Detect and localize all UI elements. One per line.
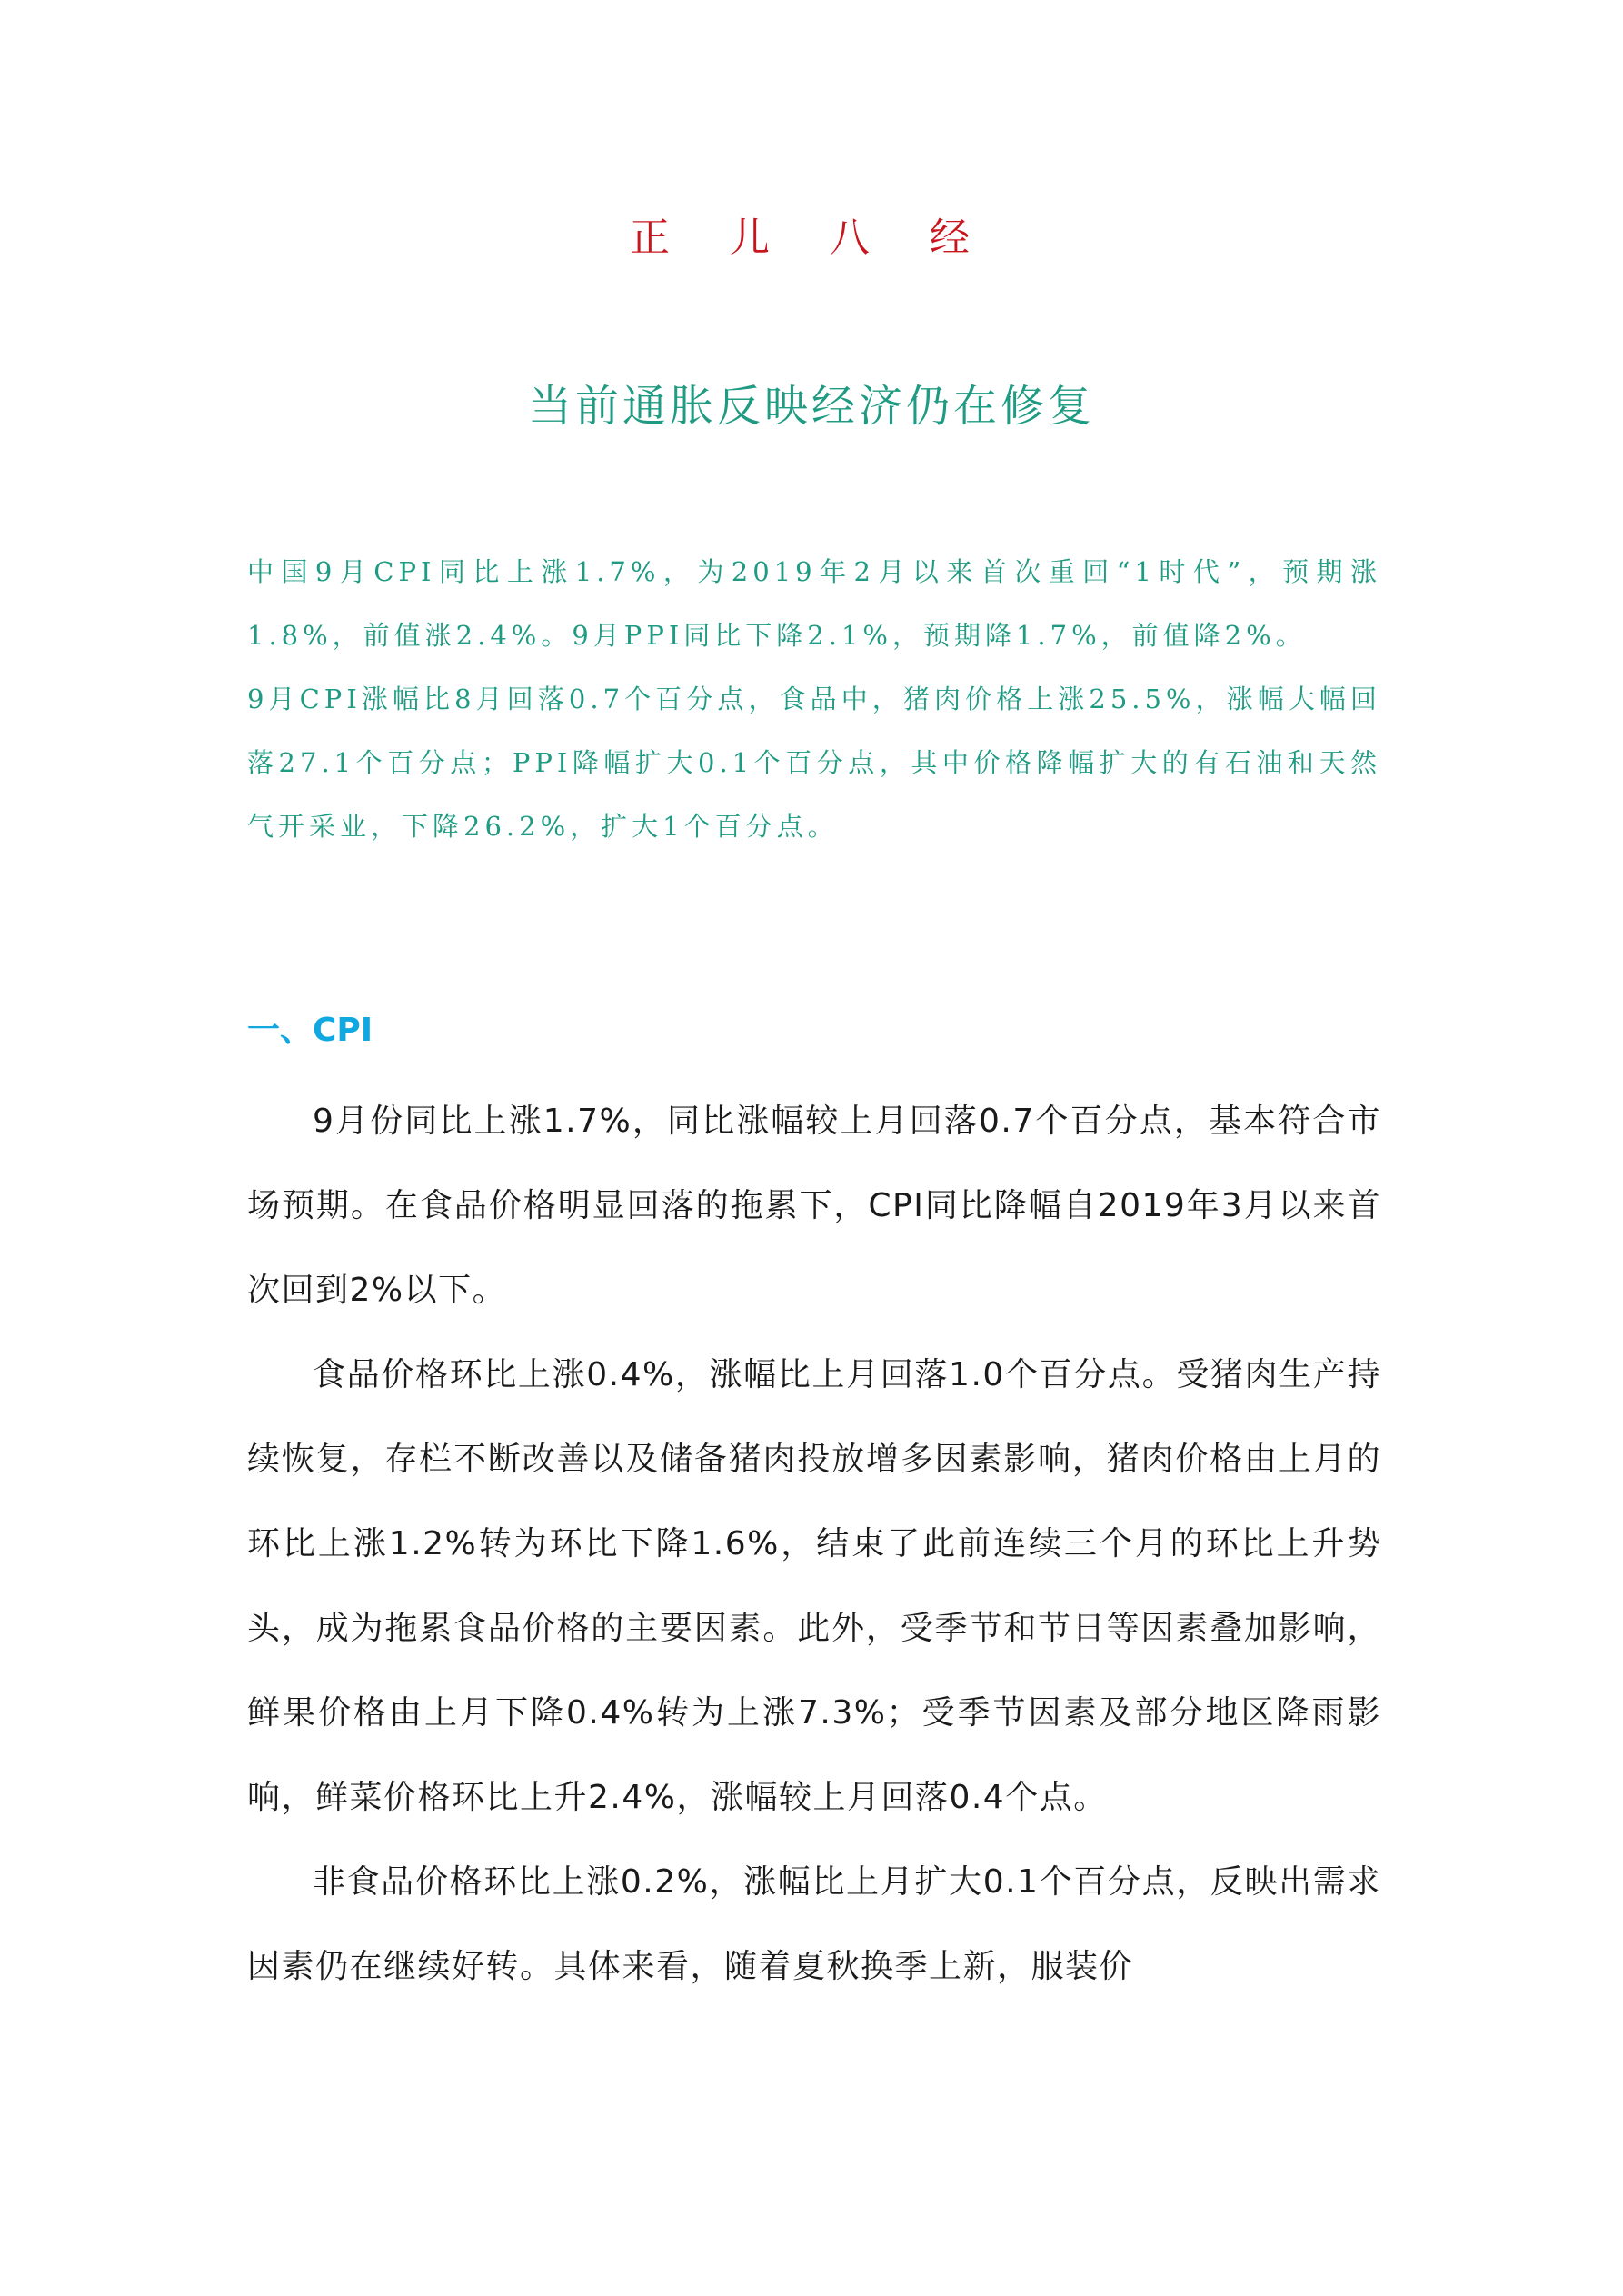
brand-title: 正 儿 八 经 — [630, 215, 993, 261]
body-paragraph-3: 非食品价格环比上涨0.2%，涨幅比上月扩大0.1个百分点，反映出需求因素仍在继续好转。具体来看，随着夏秋换季上新，服装价 — [247, 1863, 1381, 1985]
section-heading-cpi: 一、CPI — [247, 1012, 373, 1049]
body-paragraph-2: 食品价格环比上涨0.4%，涨幅比上月回落1.0个百分点。受猪肉生产持续恢复，存栏不断改善以及储备猪肉投放增多因素影响，猪肉价格由上月的环比上涨1.2%转为环比下降1.6%，结束了此前连续三个月的环比上升势头，成为拖累食品价格的主要因素。此外，受季节和节日等因素叠加影响，鲜果价格由上月下降0.4%转为上涨7.3%；受季节因素及部分地区降雨影响，鲜菜价格环比上升2.4%，涨幅较上月回落0.4个点。 — [247, 1356, 1381, 1816]
body-text — [247, 1079, 1381, 2009]
summary-paragraph-2: 9月CPI涨幅比8月回落0.7个百分点，食品中，猪肉价格上涨25.5%，涨幅大幅回落27.1个百分点；PPI降幅扩大0.1个百分点，其中价格降幅扩大的有石油和天然气开采业，下降26.2%，扩大1个百分点。 — [247, 684, 1381, 842]
body-paragraph-1: 9月份同比上涨1.7%，同比涨幅较上月回落0.7个百分点，基本符合市场预期。在食品价格明显回落的拖累下，CPI同比降幅自2019年3月以来首次回到2%以下。 — [247, 1103, 1381, 1309]
article-title: 当前通胀反映经济仍在修复 — [527, 381, 1095, 432]
summary-block — [247, 540, 1381, 858]
summary-paragraph-1: 中国9月CPI同比上涨1.7%，为2019年2月以来首次重回“1时代”，预期涨1.8%，前值涨2.4%。9月PPI同比下降2.1%，预期降1.7%，前值降2%。 — [247, 556, 1381, 651]
